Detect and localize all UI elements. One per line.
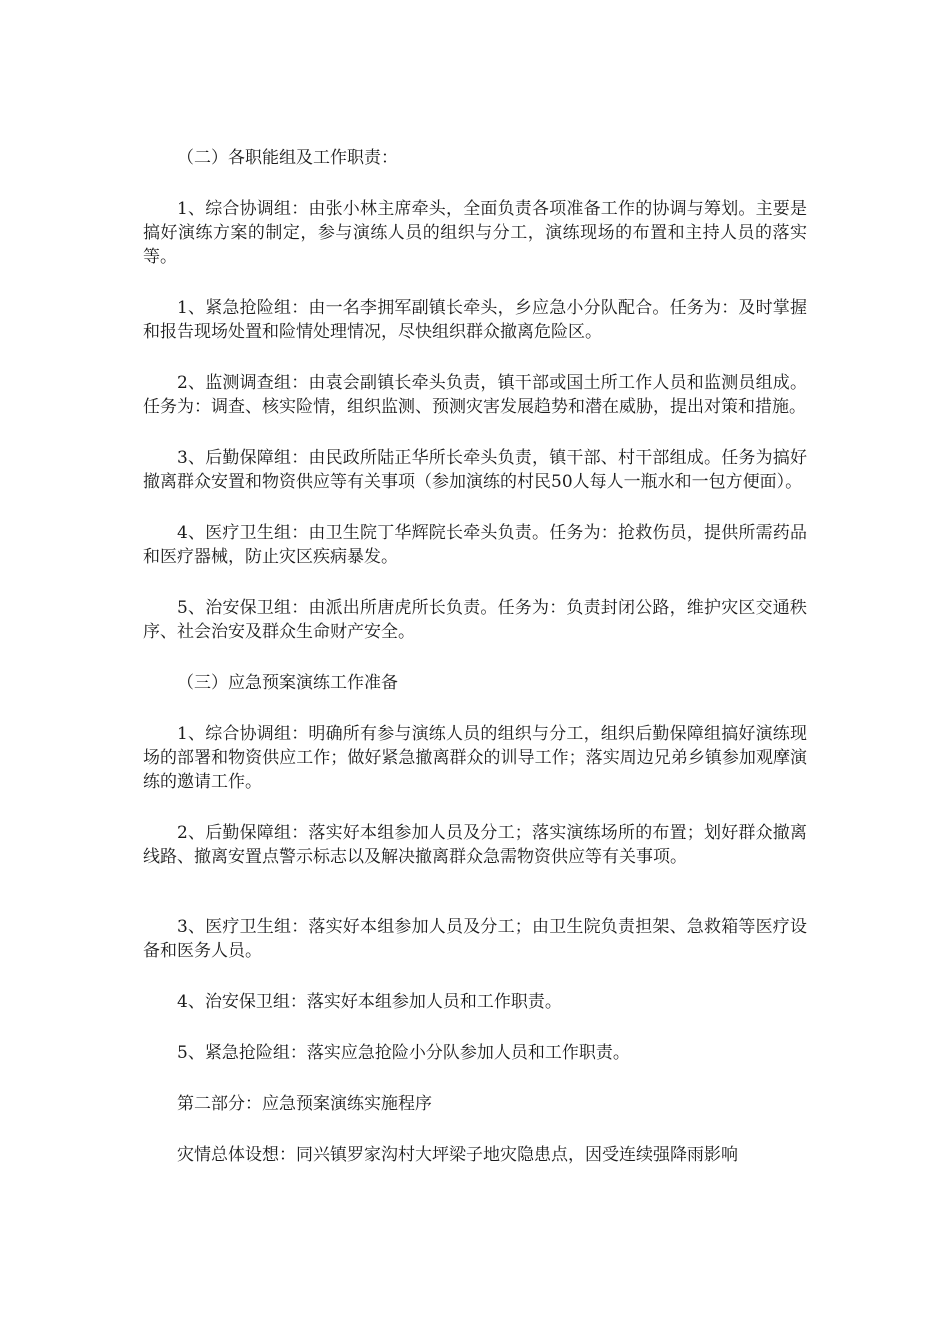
section-heading-part-two: 第二部分：应急预案演练实施程序 — [177, 1094, 432, 1114]
paragraph-prep-logistics: 2、后勤保障组：落实好本组参加人员及分工；落实演练场所的布置；划好群众撤离线路、撤离安置点警示标志以及解决撤离群众急需物资供应等有关事项。 — [143, 823, 807, 867]
paragraph-security-group: 5、治安保卫组：由派出所唐虎所长负责。任务为：负责封闭公路，维护灾区交通秩序、社会治安及群众生命财产安全。 — [143, 598, 807, 642]
paragraph-prep-security: 4、治安保卫组：落实好本组参加人员和工作职责。 — [177, 992, 562, 1012]
paragraph-logistics-group: 3、后勤保障组：由民政所陆正华所长牵头负责，镇干部、村干部组成。任务为搞好撤离群众安置和物资供应等有关事项（参加演练的村民50人每人一瓶水和一包方便面）。 — [143, 448, 807, 492]
document-body — [143, 146, 807, 1194]
paragraph-medical-group: 4、医疗卫生组：由卫生院丁华辉院长牵头负责。任务为：抢救伤员，提供所需药品和医疗器械，防止灾区疾病暴发。 — [143, 523, 807, 567]
paragraph-prep-rescue: 5、紧急抢险组：落实应急抢险小分队参加人员和工作职责。 — [177, 1043, 630, 1063]
paragraph-coordination-group: 1、综合协调组：由张小林主席牵头，全面负责各项准备工作的协调与筹划。主要是搞好演练方案的制定，参与演练人员的组织与分工，演练现场的布置和主持人员的落实等。 — [143, 199, 807, 267]
paragraph-prep-coordination: 1、综合协调组：明确所有参与演练人员的组织与分工，组织后勤保障组搞好演练现场的部署和物资供应工作；做好紧急撤离群众的训导工作；落实周边兄弟乡镇参加观摩演练的邀请工作。 — [143, 724, 807, 792]
paragraph-emergency-rescue-group: 1、紧急抢险组：由一名李拥军副镇长牵头，乡应急小分队配合。任务为：及时掌握和报告现场处置和险情处理情况，尽快组织群众撤离危险区。 — [143, 298, 807, 342]
paragraph-monitoring-group: 2、监测调查组：由袁会副镇长牵头负责，镇干部或国土所工作人员和监测员组成。任务为：调查、核实险情，组织监测、预测灾害发展趋势和潜在威胁，提出对策和措施。 — [143, 373, 807, 417]
section-heading-functional-groups: （二）各职能组及工作职责： — [177, 148, 398, 168]
paragraph-disaster-scenario: 灾情总体设想：同兴镇罗家沟村大坪梁子地灾隐患点，因受连续强降雨影响 — [177, 1145, 738, 1165]
section-heading-drill-preparation: （三）应急预案演练工作准备 — [177, 673, 398, 693]
paragraph-prep-medical: 3、医疗卫生组：落实好本组参加人员及分工；由卫生院负责担架、急救箱等医疗设备和医务人员。 — [143, 917, 807, 961]
